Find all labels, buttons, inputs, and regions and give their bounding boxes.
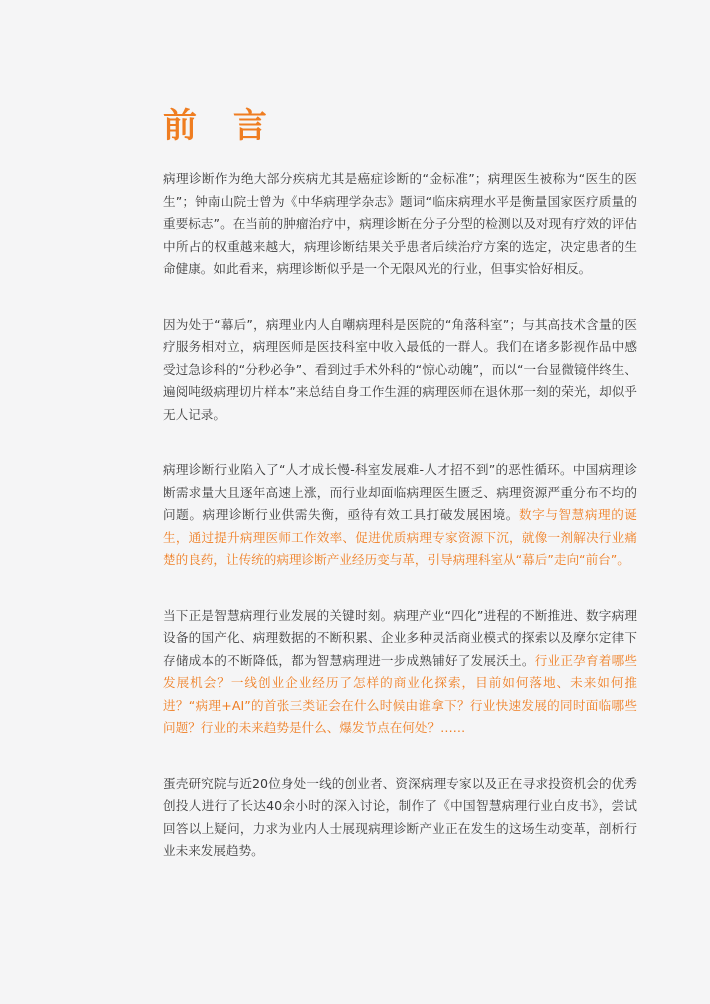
paragraph-3-text: 病理诊断行业陷入了“人才成长慢-科室发展难-人才招不到”的恶性循环。中国病理诊断需求量大且逐年高速上涨，而行业却面临病理医生匮乏、病理资源严重分布不均的问题。病理诊断行业供需失衡，亟待有效工具打破发展困境。 xyxy=(163,462,637,522)
paragraph-4-text: 当下正是智慧病理行业发展的关键时刻。病理产业“四化”进程的不断推进、数字病理设备的国产化、病理数据的不断积累、企业多种灵活商业模式的探索以及摩尔定律下存储成本的不断降低，都为智慧病理进一步成熟铺好了发展沃土。 xyxy=(163,607,637,668)
preface-body xyxy=(163,168,637,896)
paragraph-4 xyxy=(163,605,637,740)
paragraph-2-text: 因为处于“幕后”，病理业内人自嘲病理科是医院的“角落科室”；与其高技术含量的医疗服务相对立，病理医师是医技科室中收入最低的一群人。我们在诸多影视作品中感受过急诊科的“分秒必争”、看到过手术外科的“惊心动魄”，而以“一台显微镜伴终生、遍阅吨级病理切片样本”来总结自身工作生涯的病理医师在退休那一刻的荣光，却似乎无人记录。 xyxy=(163,316,637,422)
paragraph-5-text: 蛋壳研究院与近20位身处一线的创业者、资深病理专家以及正在寻求投资机会的优秀创投人进行了长达40余小时的深入讨论，制作了《中国智慧病理行业白皮书》，尝试回答以上疑问，力求为业内人士展现病理诊断产业正在发生的这场生动变革，剖析行业未来发展趋势。 xyxy=(163,775,637,858)
paragraph-2 xyxy=(163,314,637,427)
paragraph-1-text: 病理诊断作为绝大部分疾病尤其是癌症诊断的“金标准”；病理医生被称为“医生的医生”；钟南山院士曾为《中华病理学杂志》题词“临床病理水平是衡量国家医疗质量的重要标志”。在当前的肿瘤治疗中，病理诊断在分子分型的检测以及对现有疗效的评估中所占的权重越来越大，病理诊断结果关乎患者后续治疗方案的选定，决定患者的生命健康。如此看来，病理诊断似乎是一个无限风光的行业，但事实恰好相反。 xyxy=(163,171,637,276)
paragraph-1 xyxy=(163,168,637,281)
paragraph-3 xyxy=(163,459,637,572)
paragraph-3-highlight: 数字与智慧病理的诞生，通过提升病理医师工作效率、促进优质病理专家资源下沉，就像一剂解决行业痛楚的良药，让传统的病理诊断产业经历变与革，引导病理科室从“幕后”走向“前台”。 xyxy=(163,507,638,567)
paragraph-4-highlight: 行业正孕育着哪些发展机会？一线创业企业经历了怎样的商业化探索，目前如何落地、未来如何推进？“病理+AI”的首张三类证会在什么时候由谁拿下？行业快速发展的同时面临哪些问题？行业的未来趋势是什么、爆发节点在何处？…… xyxy=(163,652,638,735)
paragraph-5 xyxy=(163,773,637,863)
page-title: 前 言 xyxy=(163,106,279,146)
